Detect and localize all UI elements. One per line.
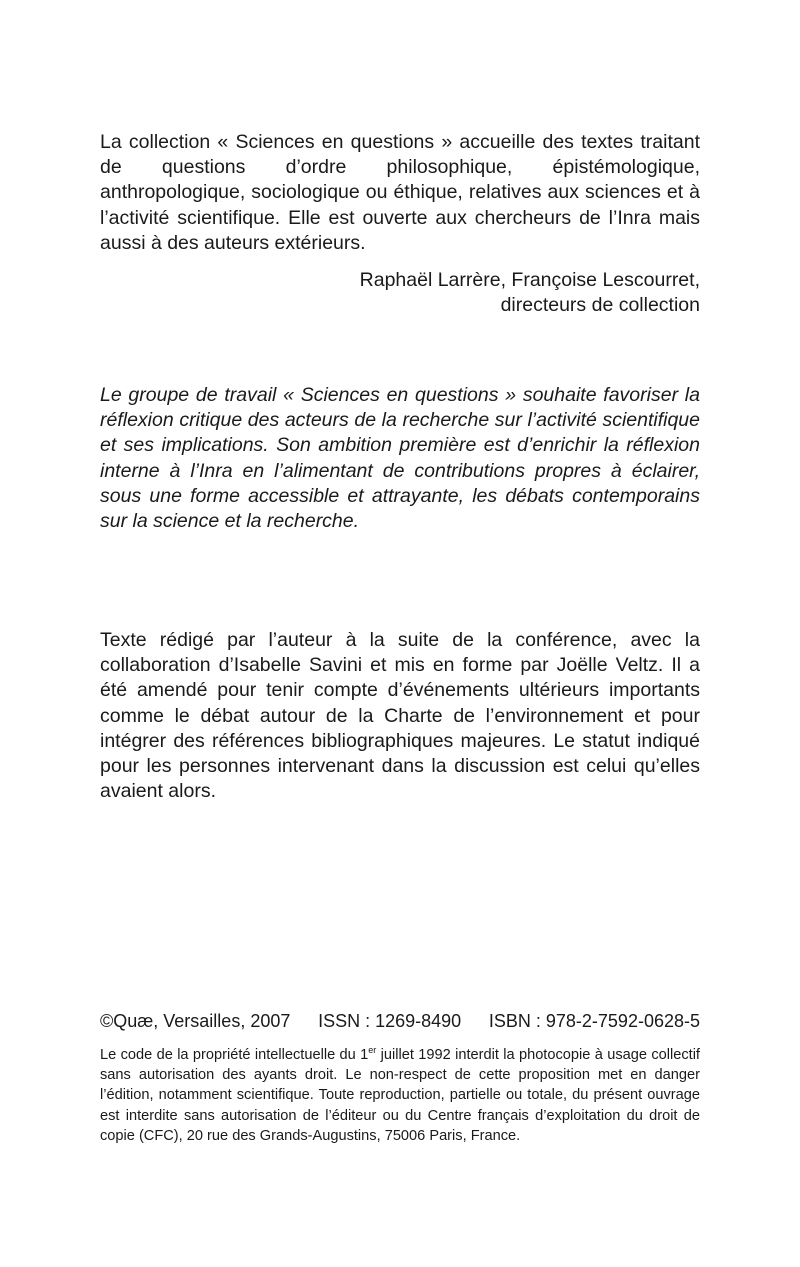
signature-names: Raphaël Larrère, Françoise Lescourret, — [359, 269, 700, 291]
document-page — [100, 0, 700, 1267]
collection-description: La collection « Sciences en questions » accueille des textes traitant de questions d’ordre philosophique, épistémologique, anthropologique, sociologique ou éthique, relatives aux sciences et à l’activité scientifique. Elle est ouverte aux chercheurs de l’Inra mais aussi à des auteurs extérieurs. — [100, 131, 700, 254]
signature-block — [100, 268, 700, 318]
working-group-description: Le groupe de travail « Sciences en questions » souhaite favoriser la réflexion critique des acteurs de la recherche sur l’activité scientifique et ses implications. Son ambition première est d’enrichir la réflexion interne à l’Inra en l’alimentant de contributions propres à éclairer, sous une forme accessible et attrayante, les débats contemporains sur la science et la recherche. — [100, 384, 700, 533]
legal-notice-ordinal: er — [368, 1045, 377, 1055]
legal-notice-start: Le code de la propriété intellectuelle du 1 — [100, 1047, 369, 1063]
issn-number: ISSN : 1269-8490 — [318, 1011, 462, 1031]
copyright-line — [100, 1009, 700, 1033]
editorial-note: Texte rédigé par l’auteur à la suite de la conférence, avec la collaboration d’Isabelle Savini et mis en forme par Joëlle Veltz. Il a été amendé pour tenir compte d’événements ultérieurs importants comme le débat autour de la Charte de l’environnement et pour intégrer des références bibliographiques majeures. Le statut indiqué pour les personnes intervenant dans la discussion est celui qu’elles avaient alors. — [100, 629, 700, 803]
legal-notice — [100, 1045, 700, 1146]
publisher-copyright: ©Quæ, Versailles, 2007 — [100, 1011, 291, 1031]
signature-role: directeurs de collection — [500, 294, 700, 317]
legal-notice-rest: juillet 1992 interdit la photocopie à usage collectif sans autorisation des ayants droit. Le non-respect de cette proposition met en danger l’édition, notamment scientifique. Toute reproduction, partielle ou totale, du présent ouvrage est interdite sans autorisation de l’éditeur ou du Centre français d’exploitation du droit de copie (CFC), 20 rue des Grands-Augustins, 75006 Paris, France. — [100, 1047, 700, 1144]
isbn-number: ISBN : 978-2-7592-0628-5 — [488, 1011, 700, 1031]
